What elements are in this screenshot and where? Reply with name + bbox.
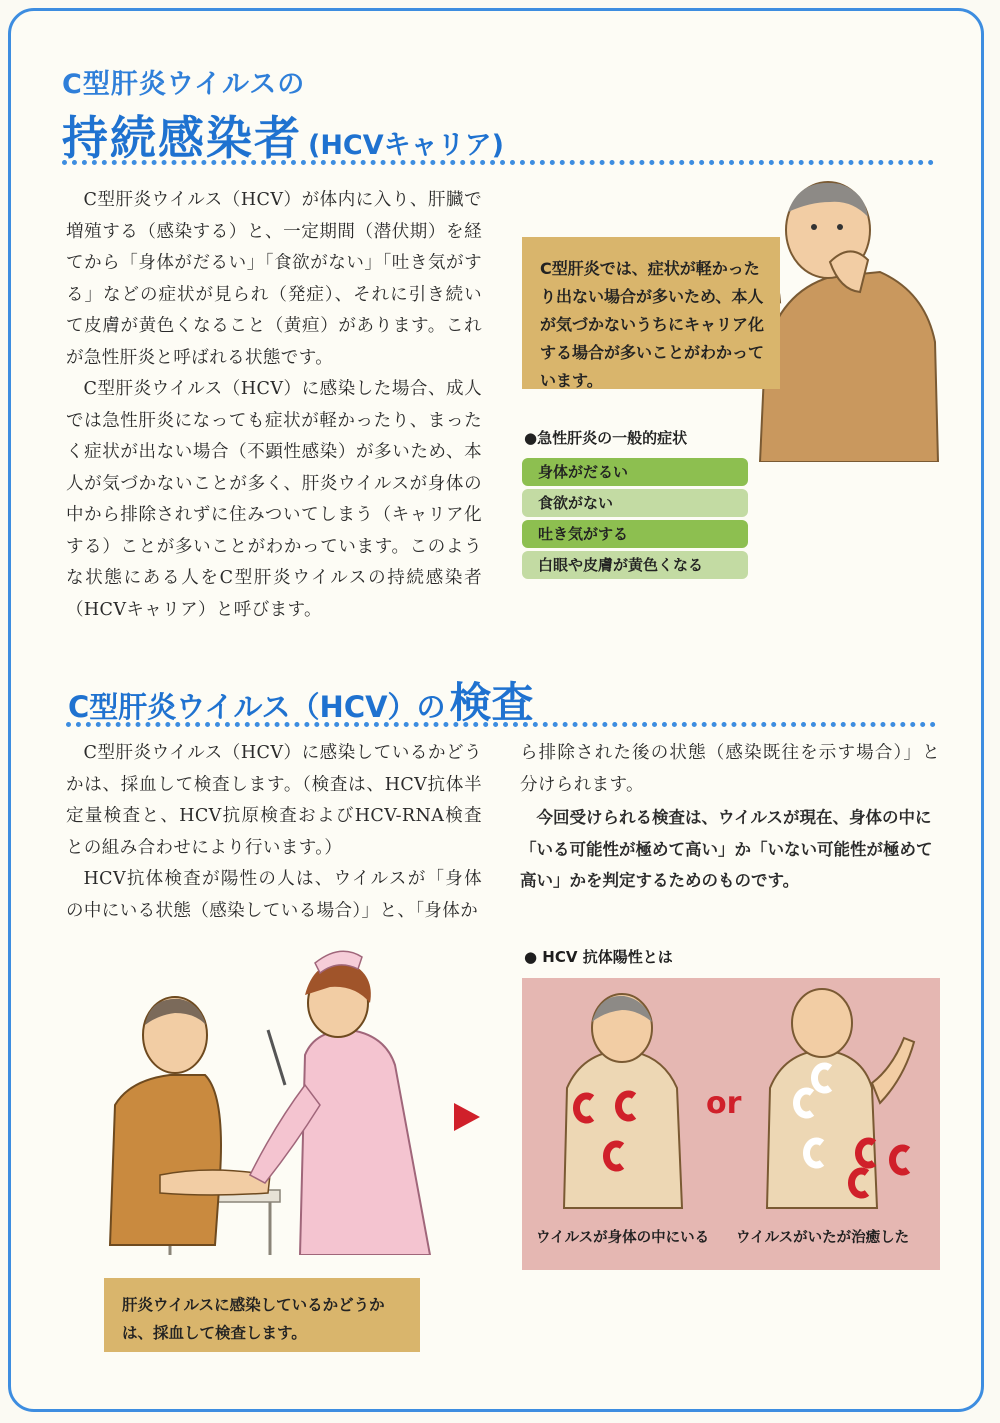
section1-divider [62,160,934,165]
hcv-positive-title: ● HCV 抗体陽性とは [524,948,673,966]
section2-right-para1: ら排除された後の状態（感染既往を示す場合）」と分けられます。 [520,743,940,795]
section1-body [66,185,482,626]
section2-divider [66,722,936,727]
caption-virus-present: ウイルスが身体の中にいる [536,1230,710,1246]
section1-para1: C型肝炎ウイルス（HCV）が体内に入り、肝臓で増殖する（感染する）と、一定期間（潜伏期）を経てから「身体がだるい」「食欲がない」「吐き気がする」などの症状が見られ（発症）、それに引き続いて皮膚が黄色くなること（黄疸）があります。これが急性肝炎と呼ばれる状態です。 [66,190,482,368]
section2-bold-para: 今回受けられる検査は、ウイルスが現在、身体の中に「いる可能性が極めて高い」か「いない可能性が極めて高い」かを判定するためのものです。 [520,808,933,890]
section2-left-body [66,738,482,927]
symptom-item: 身体がだるい [522,458,748,486]
caption-virus-cured: ウイルスがいたが治癒した [736,1230,910,1246]
blood-test-illustration [100,935,450,1255]
hcv-positive-panel [522,978,940,1270]
section1-heading [62,102,504,168]
symptoms-title: ●急性肝炎の一般的症状 [524,429,688,447]
section1-heading-paren: (HCVキャリア) [308,130,504,161]
section2-heading-big: 検査 [449,678,534,727]
section2-left-para2: HCV抗体検査が陽性の人は、ウイルスが「身体の中にいる状態（感染している場合）」と、「身体か [66,869,482,921]
section2-right-body [520,738,940,801]
symptoms-list [522,458,748,582]
arrow-right-icon [450,1100,484,1134]
symptom-item: 白眼や皮膚が黄色くなる [522,551,748,579]
symptom-item: 吐き気がする [522,520,748,548]
section1-heading-big: 持続感染者 [62,111,302,165]
section1-callout: C型肝炎では、症状が軽かったり出ない場合が多いため、本人が気づかないうちにキャリア化する場合が多いことがわかっています。 [522,237,780,389]
section1-para2: C型肝炎ウイルス（HCV）に感染した場合、成人では急性肝炎になっても症状が軽かったり、まったく症状が出ない場合（不顕性感染）が多いため、本人が気づかないことが多く、肝炎ウイルスが身体の中から排除されずに住みついてしまう（キャリア化する）ことが多いことがわかっています。このような状態にある人をC型肝炎ウイルスの持続感染者（HCVキャリア）と呼びます。 [66,379,482,620]
or-label: or [706,1086,742,1121]
section2-callout: 肝炎ウイルスに感染しているかどうかは、採血して検査します。 [104,1278,420,1352]
section2-heading [68,670,534,730]
section2-left-para1: C型肝炎ウイルス（HCV）に感染しているかどうかは、採血して検査します。（検査は、HCV抗体半定量検査と、HCV抗原検査およびHCV-RNA検査との組み合わせにより行います。） [66,743,482,858]
symptom-item: 食欲がない [522,489,748,517]
section2-heading-prefix: C型肝炎ウイルス（HCV）の [68,690,446,724]
section1-heading-small: C型肝炎ウイルスの [62,69,306,100]
